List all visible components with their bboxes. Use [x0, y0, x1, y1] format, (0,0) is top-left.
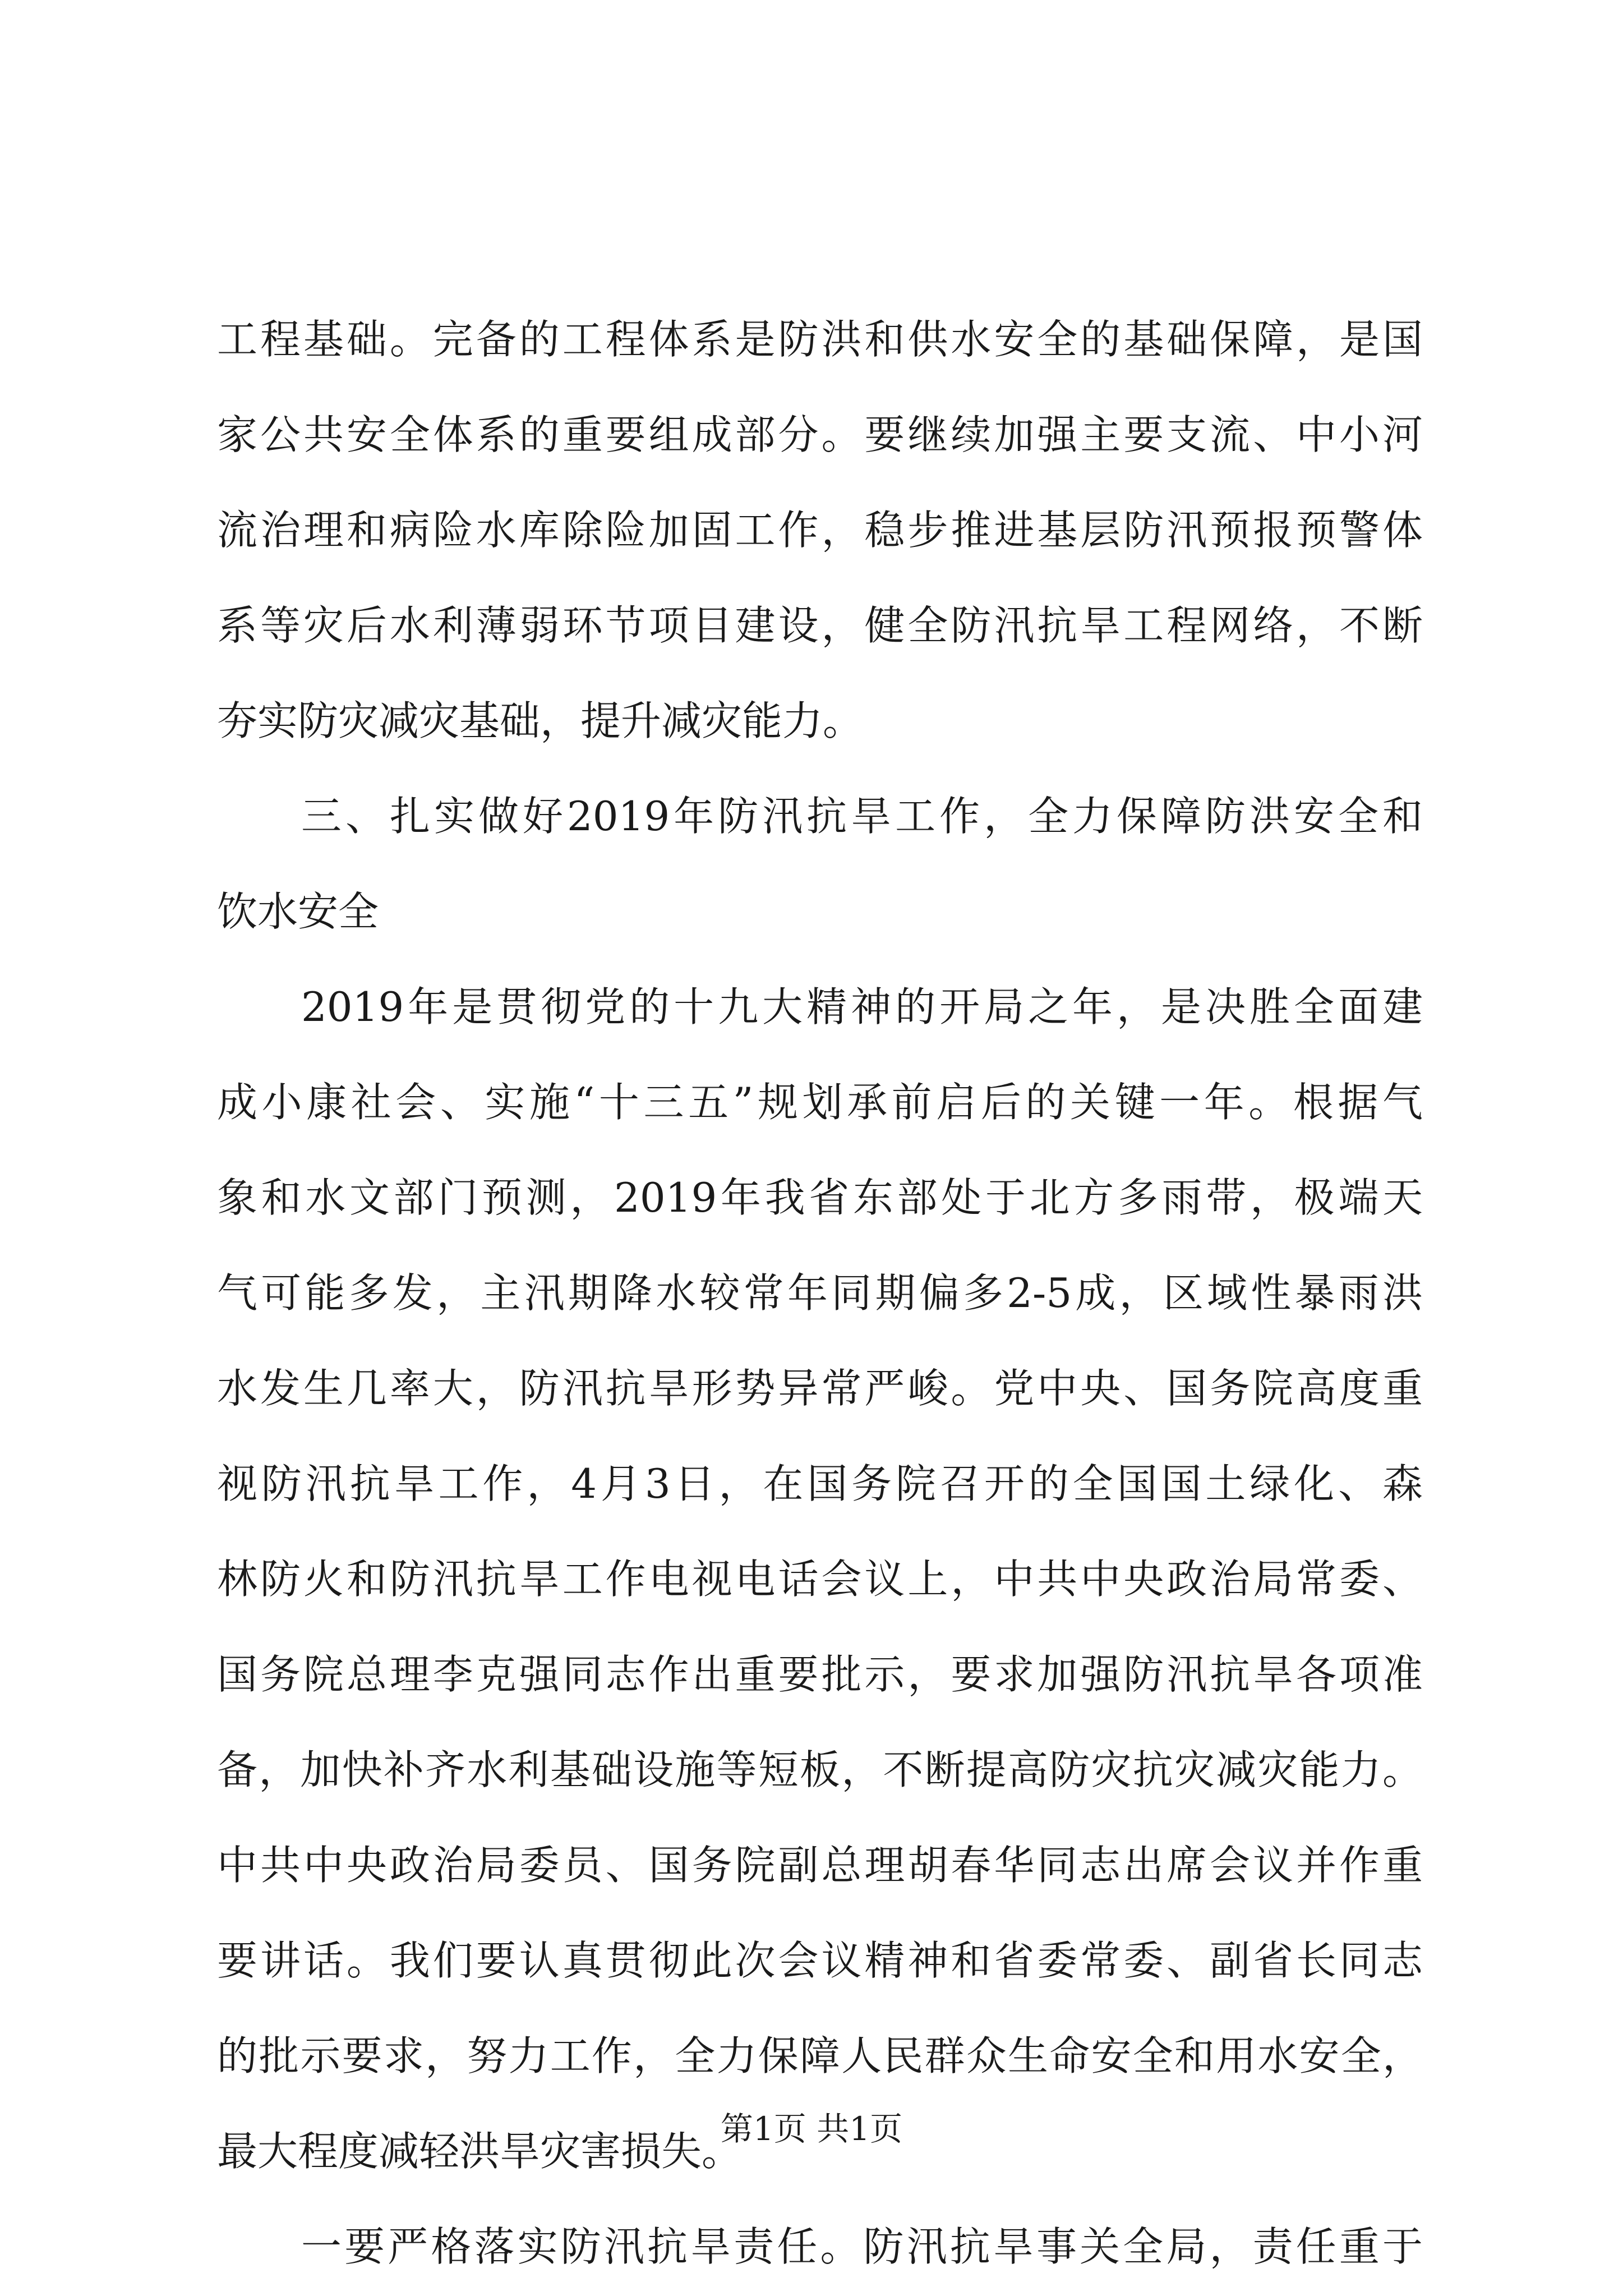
text-line: 中共中央政治局委员、国务院副总理胡春华同志出席会议并作重: [217, 1842, 1423, 1889]
text-line: 视防汛抗旱工作，4月3日，在国务院召开的全国国土绿化、森: [217, 1460, 1423, 1507]
text-line: 的批示要求，努力工作，全力保障人民群众生命安全和用水安全，: [217, 2032, 1423, 2079]
document-body: [217, 292, 1423, 2294]
page-footer: 第1页 共1页: [720, 2110, 903, 2148]
text-line: 象和水文部门预测，2019年我省东部处于北方多雨带，极端天: [217, 1174, 1423, 1221]
text-line: 工程基础。完备的工程体系是防洪和供水安全的基础保障，是国: [217, 316, 1423, 363]
text-line: 家公共安全体系的重要组成部分。要继续加强主要支流、中小河: [217, 411, 1423, 458]
text-line: 水发生几率大，防汛抗旱形势异常严峻。党中央、国务院高度重: [217, 1365, 1423, 1412]
section-heading-line: 饮水安全: [217, 888, 379, 935]
text-line: 一要严格落实防汛抗旱责任。防汛抗旱事关全局，责任重于: [301, 2223, 1423, 2270]
text-line: 气可能多发，主汛期降水较常年同期偏多2-5成，区域性暴雨洪: [217, 1269, 1423, 1317]
text-line: 备，加快补齐水利基础设施等短板，不断提高防灾抗灾减灾能力。: [217, 1746, 1423, 1793]
text-line: 林防火和防汛抗旱工作电视电话会议上，中共中央政治局常委、: [217, 1556, 1423, 1603]
text-line: 流治理和病险水库除险加固工作，稳步推进基层防汛预报预警体: [217, 507, 1423, 554]
text-line: 系等灾后水利薄弱环节项目建设，健全防汛抗旱工程网络，不断: [217, 602, 1423, 649]
text-line: 2019年是贯彻党的十九大精神的开局之年，是决胜全面建: [301, 983, 1423, 1030]
text-line: 夯实防灾减灾基础，提升减灾能力。: [217, 697, 864, 744]
section-heading-line: 三、扎实做好2019年防汛抗旱工作，全力保障防洪安全和: [301, 793, 1423, 840]
text-line: 要讲话。我们要认真贯彻此次会议精神和省委常委、副省长同志: [217, 1937, 1423, 1984]
text-line: 成小康社会、实施“十三五”规划承前启后的关键一年。根据气: [217, 1079, 1423, 1126]
text-line: 国务院总理李克强同志作出重要批示，要求加强防汛抗旱各项准: [217, 1651, 1423, 1698]
text-line: 最大程度减轻洪旱灾害损失。: [217, 2128, 743, 2175]
